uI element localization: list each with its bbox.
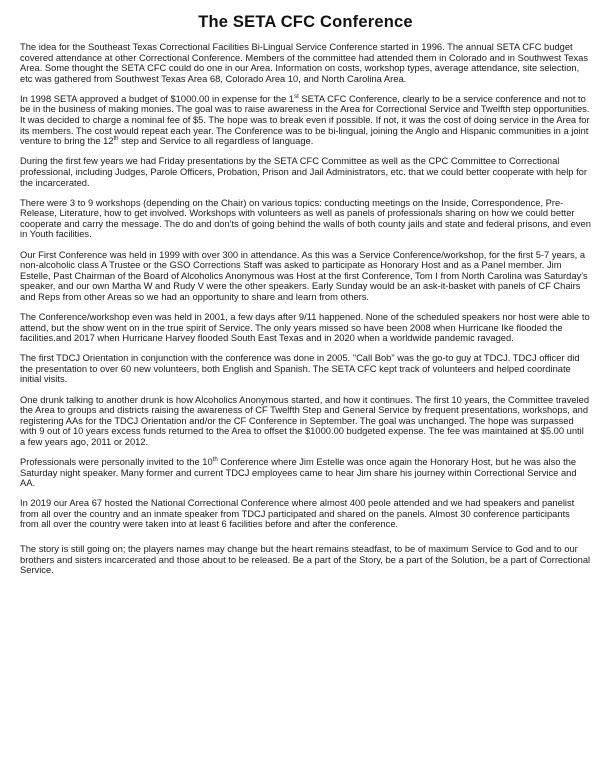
paragraph-workshops: There were 3 to 9 workshops (depending on the Chair) on various topics: conducting meetings on the Inside, Correspondence, Pre-Release, Literature, how to get involved. Workshops with volunteers as well as panels of professionals sharing on how we could better cooperate and carry the message. The do and don'ts of going behind the walls of both county jails and state and federal prisons, and even in Youth facilities. [20, 197, 591, 240]
paragraph-first-conference: Our First Conference was held in 1999 with over 300 in attendance. As this was a Service Conference/workshop, for the first 5-7 years, a non-alcoholic class A Trustee or the GSO Corrections Staff was asked to participate as Honorary Host and as a Panel member. Jim Estelle, Past Chairman of the Board of Alcoholics Anonymous was Host at the first Conference, Tom I from North Carolina was Saturday's speaker, and our own Martha W and Rudy V were the other speakers. Early Sunday would be an ask-it-basket with panels of CF Chairs and Reps from other Areas so we had an opportunity to share and learn from others. [20, 249, 588, 302]
paragraph-origin: The idea for the Southeast Texas Correctional Facilities Bi-Lingual Service Conference started in 1996. The annual SETA CFC budget covered attendance at other Correctional Conference. Members of the committee had attended them in Colorado and in Southwest Texas Area. Some thought the SETA CFC could do one in our Area. Information on costs, workshop types, average attendance, site selection, etc was gathered from Southwest Texas Area 68, Colorado Area 10, and North Carolina Area. [20, 42, 589, 84]
paragraph-one-drunk: One drunk talking to another drunk is how Alcoholics Anonymous started, and how it continues. The first 10 years, the Committee traveled the Area to groups and districts raising the awareness of CF Twelfth Step and General Service by frequent presentations, workshops, and registering AAs for the TDCJ Orientation and/or the CF Conference in September. The goal was unchanged. The hope was surpassed with 9 out of 10 years excess funds returned to the Area to offset the $1000.00 budgeted expense. The fee was maintained at $5.00 until a few years ago, 2011 or 2012. [20, 394, 590, 447]
paragraph-2019-national: In 2019 our Area 67 hosted the National Correctional Conference where almost 400 peole attended and we had speakers and panelist from all over the country and an inmate speaker from TDCJ participated and shared on the panels. Almost 30 conference participants from all over the country were taken into at least 6 facilities before and after the conference. [20, 498, 575, 530]
paragraph-1998-budget: In 1998 SETA approved a budget of $1000.00 in expense for the 1st SETA CFC Conference, clearly to be a service conference and not to be in the business of making monies. The goal was to raise awareness in the Area for Correctional Service and Twelfth step opportunities. It was decided to charge a nominal fee of $5. The hope was to break even if possible. If not, it was the cost of doing service in the Area for its members. The cost would repeat each year. The Conference was to be bi-lingual, joining the Anglo and Hispanic communities in a joint venture to bring the 12th step and Service to all regardless of language. [20, 93, 590, 147]
paragraph-closing: The story is still going on; the players names may change but the heart remains steadfast, to be of maximum Service to God and to our brothers and sisters incarcerated and those about to be released. Be a part of the Story, be a part of the Solution, be a part of Correctional Service. [20, 544, 591, 576]
paragraph-2001-conference: The Conference/workshop even was held in 2001, a few days after 9/11 happened. None of the scheduled speakers nor host were able to attend, but the show went on in the true spirit of Service. The only years missed so have been 2008 when Hurricane Ike flooded the facilities.and 2017 when Hurricane Harvey flooded South East Texas and in 2020 when a worldwide pandemic ravaged. [20, 311, 590, 344]
paragraph-friday-presentations: During the first few years we had Friday presentations by the SETA CFC Committee as well as the CPC Committee to Correctional professional, including Judges, Parole Officers, Probation, Prison and Jail Administrators, etc. that we could better cooperate with help for the incarcerated. [20, 156, 587, 188]
document-title: The SETA CFC Conference [198, 13, 413, 31]
paragraph-10th-conference: Professionals were personally invited to the 10th Conference where Jim Estelle was once again the Honorary Host, but he was also the Saturday night speaker. Many former and current TDCJ employees came to hear Jim share his journey within Correctional Service and AA. [20, 456, 577, 489]
paragraph-tdcj-orientation: The first TDCJ Orientation in conjunction with the conference was done in 2005. "Call Bob" was the go-to guy at TDCJ. TDCJ officer did the presentation to over 60 new volunteers, both English and Spanish. The SETA CFC kept track of volunteers and helped coordinate initial visits. [20, 353, 580, 385]
